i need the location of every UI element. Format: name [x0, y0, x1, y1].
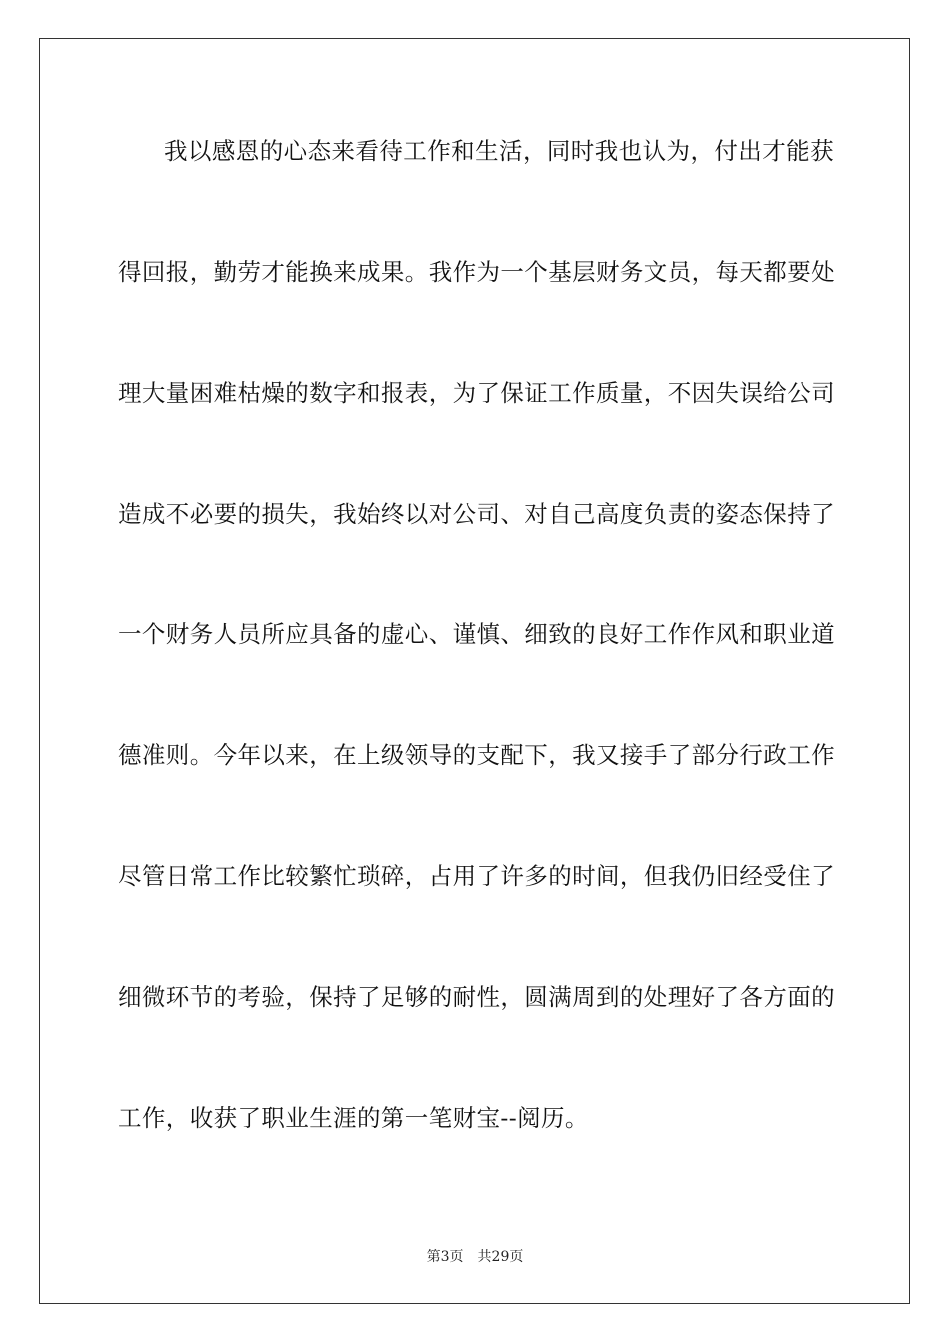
paragraph-line-5: 一个财务人员所应具备的虚心、谨慎、细致的良好工作作风和职业道 [118, 620, 835, 648]
page-total: 共29页 [477, 1249, 524, 1265]
paragraph-line-4: 造成不必要的损失，我始终以对公司、对自己高度负责的姿态保持了 [118, 500, 835, 528]
paragraph-line-1: 我以感恩的心态来看待工作和生活，同时我也认为，付出才能获 [164, 137, 834, 165]
paragraph-line-8: 细微环节的考验，保持了足够的耐性，圆满周到的处理好了各方面的 [118, 983, 835, 1011]
paragraph-line-3: 理大量困难枯燥的数字和报表，为了保证工作质量，不因失误给公司 [118, 379, 835, 407]
paragraph-line-7: 尽管日常工作比较繁忙琐碎，占用了许多的时间，但我仍旧经受住了 [118, 862, 835, 890]
paragraph-line-6: 德准则。今年以来，在上级领导的支配下，我又接手了部分行政工作 [118, 741, 835, 769]
page-number: 第3页 [426, 1249, 464, 1265]
page-footer [0, 1248, 950, 1266]
paragraph-line-9: 工作，收获了职业生涯的第一笔财宝--阅历。 [118, 1104, 589, 1132]
paragraph-line-2: 得回报，勤劳才能换来成果。我作为一个基层财务文员，每天都要处 [118, 258, 835, 286]
